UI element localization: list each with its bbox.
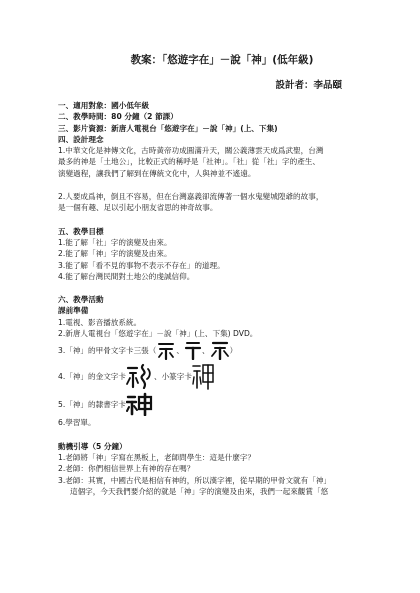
intro-line: 三、影片資源：新唐人電視台「悠遊字在」－說「神」(上、下集) xyxy=(58,123,278,133)
section-heading-goals: 五、教學目標 xyxy=(58,226,104,236)
prep-item-label: 、小篆字卡 xyxy=(154,371,192,381)
prep-item-oracle xyxy=(58,339,396,361)
oracle-bone-glyph-3 xyxy=(210,340,230,360)
prep-item-label: 4.「神」的金文字卡 xyxy=(58,371,126,381)
separator: ） xyxy=(229,345,238,355)
goal-item: 1.能了解「社」字的演變及由來。 xyxy=(58,237,172,247)
concept-line: 是一個有趣、足以引起小朋友省思的神奇故事。 xyxy=(58,203,218,213)
prep-item-clerical xyxy=(58,391,396,417)
motivation-item: 這個字，今天我們要介紹的就是「神」字的演變及由來，我們一起來觀賞「悠 xyxy=(70,486,329,496)
goal-item: 2.能了解「神」字的演變及由來。 xyxy=(58,249,172,259)
subheading-prep: 課前準備 xyxy=(58,306,89,316)
separator: 、 xyxy=(176,345,184,355)
concept-line: 演變過程，讓我們了解到在傳統文化中，人與神並不遙遠。 xyxy=(58,168,256,178)
prep-item: 2.新唐人電視台「悠遊字在」－說「神」(上、下集) DVD。 xyxy=(58,329,258,339)
intro-line: 四、設計理念 xyxy=(58,134,104,144)
prep-item: 6.學習單。 xyxy=(58,418,96,428)
oracle-bone-glyph-1 xyxy=(156,340,176,360)
author-line: 設計者：李品頤 xyxy=(275,80,342,91)
concept-line: 2.人要成爲神，倒且不容易，但在台灣嘉義卻流傳著一個水鬼變城隍爺的故事， xyxy=(58,192,324,202)
separator: 、 xyxy=(201,345,210,355)
prep-item: 1.電視、影音播放系統。 xyxy=(58,317,142,327)
intro-line: 二、教學時間：80 分鐘（2 節課） xyxy=(58,112,178,122)
small-seal-glyph xyxy=(192,362,214,390)
section-heading-activity: 六、教學活動 xyxy=(58,295,104,305)
motivation-item: 3.老師：其實，中國古代是相信有神的，所以漢字裡，從早期的甲骨文就有「神」 xyxy=(58,475,332,485)
motivation-item: 1.老師將「神」字寫在黑板上，老師問學生：這是什麼字？ xyxy=(58,452,256,462)
concept-line: 最多的神是「土地公」，比較正式的稱呼是「社神」。「社」從「社」字的產生、 xyxy=(58,157,320,167)
clerical-script-glyph xyxy=(126,392,154,416)
intro-line: 一、適用對象：國小低年級 xyxy=(58,101,150,110)
goal-item: 3.能了解「看不見的事物不表示不存在」的道理。 xyxy=(58,260,225,270)
document-title: 教案：「悠遊字在」－說「神」(低年級) xyxy=(130,54,314,66)
concept-line: 1.中華文化是神傳文化，古時黃帝功成圓滿升天，關公義薄雲天成爲武聖，台灣 xyxy=(58,146,324,156)
oracle-bone-glyph-2 xyxy=(184,340,202,360)
subheading-motivation: 動機引導（5 分鐘） xyxy=(58,441,127,451)
bronze-script-glyph xyxy=(126,363,154,389)
prep-item-label: 5.「神」的隸書字卡 xyxy=(58,399,126,409)
motivation-item: 2.老師：你們相信世界上有神的存在嗎？ xyxy=(58,464,195,474)
prep-item-label: 3.「神」的甲骨文字卡三張（ xyxy=(58,345,157,355)
goal-item: 4.能了解台灣民間對土地公的虔誠信仰。 xyxy=(58,271,195,281)
prep-item-bronze xyxy=(58,361,396,391)
